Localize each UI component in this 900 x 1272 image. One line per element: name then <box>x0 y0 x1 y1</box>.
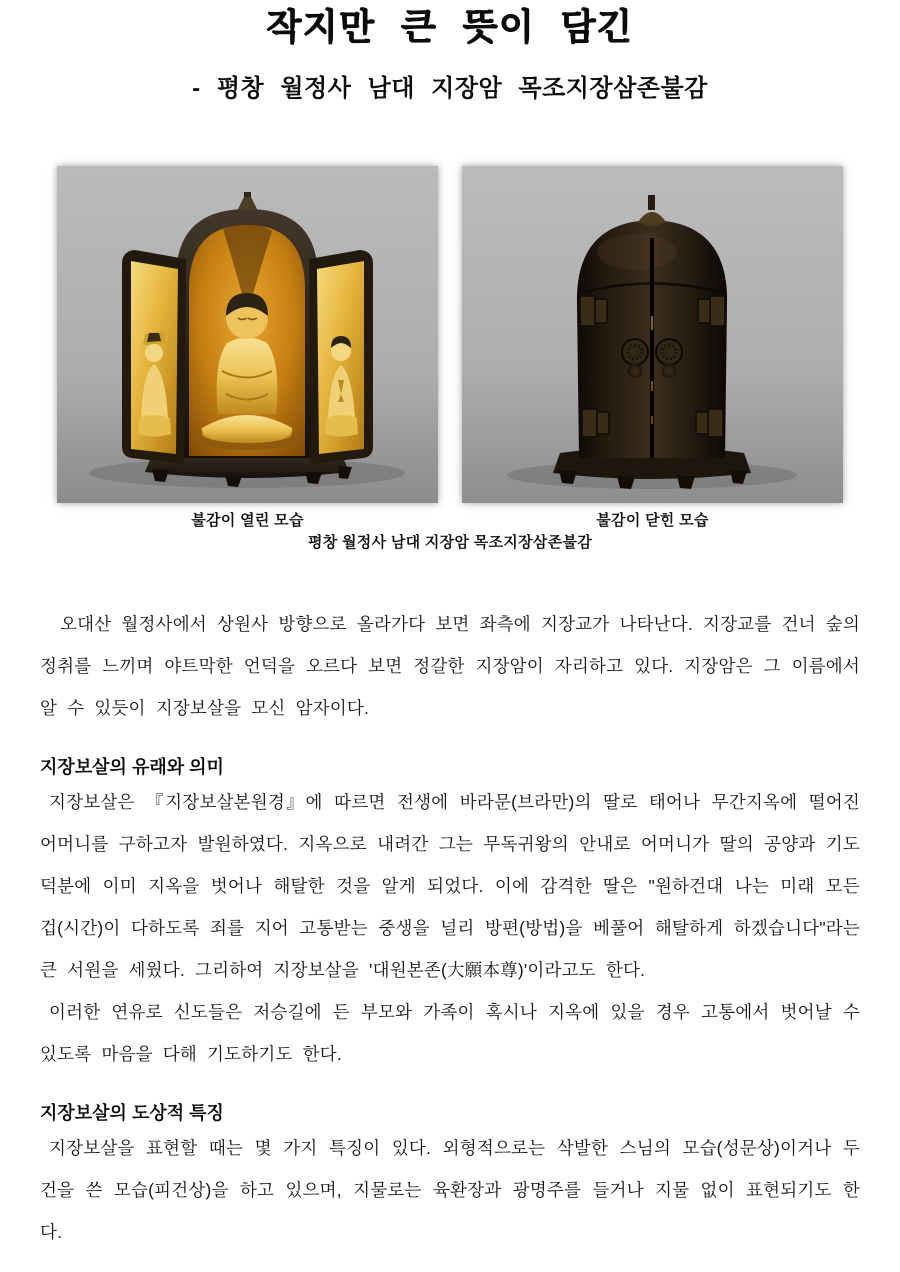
section-heading-iconography: 지장보살의 도상적 특징 <box>40 1103 224 1123</box>
page-subtitle: - 평창 월정사 남대 지장암 목조지장삼존불감 <box>192 75 708 102</box>
photo-row <box>0 166 900 503</box>
origin-paragraph-1: 지장보살은 『지장보살본원경』에 따르면 전생에 바라문(브라만)의 딸로 태어나 무간지옥에 떨어진 어머니를 구하고자 발원하였다. 지옥으로 내려간 그는 무독귀왕의 안내로 어머니가 딸의 공양과 기도 덕분에 이미 지옥을 벗어나 해탈한 것을 알게 되었다. 이에 감격한 딸은 "원하건대 나는 미래 모든 겁(시간)이 다하도록 죄를 지어 고통받는 중생을 널리 방편(방법)을 베풀어 해탈하게 하겠습니다"라는 큰 서원을 세웠다. 그리하여 지장보살을 '대원본존(大願本尊)'이라고도 한다. <box>40 792 860 980</box>
open-shrine-photo <box>57 166 438 503</box>
closed-shrine-caption: 불감이 닫힌 모습 <box>596 512 709 529</box>
origin-paragraph-2: 이러한 연유로 신도들은 저승길에 든 부모와 가족이 혹시나 지옥에 있을 경우 고통에서 벗어날 수 있도록 마음을 다해 기도하기도 한다. <box>40 1002 860 1064</box>
iconography-paragraph: 지장보살을 표현할 때는 몇 가지 특징이 있다. 외형적으로는 삭발한 스님의 모습(성문상)이거나 두건을 쓴 모습(피건상)을 하고 있으며, 지물로는 육환장과 광명주를 들거나 지물 없이 표현되기도 한다. <box>40 1138 860 1242</box>
closed-shrine-illustration <box>462 166 843 503</box>
article-body <box>0 603 900 1253</box>
section-heading-origin: 지장보살의 유래와 의미 <box>40 757 224 777</box>
closed-shrine-photo <box>462 166 843 503</box>
intro-paragraph: 오대산 월정사에서 상원사 방향으로 올라가다 보면 좌측에 지장교가 나타난다. 지장교를 건너 숲의 정취를 느끼며 야트막한 언덕을 오르다 보면 정갈한 지장암이 자리하고 있다. 지장암은 그 이름에서 알 수 있듯이 지장보살을 모신 암자이다. <box>40 614 860 718</box>
shared-photo-caption: 평창 월정사 남대 지장암 목조지장삼존불감 <box>307 534 593 551</box>
open-shrine-caption: 불감이 열린 모습 <box>191 512 304 529</box>
page-title: 작지만 큰 뜻이 담긴 <box>266 6 634 47</box>
open-shrine-illustration <box>57 166 438 503</box>
photo-captions <box>0 511 900 531</box>
